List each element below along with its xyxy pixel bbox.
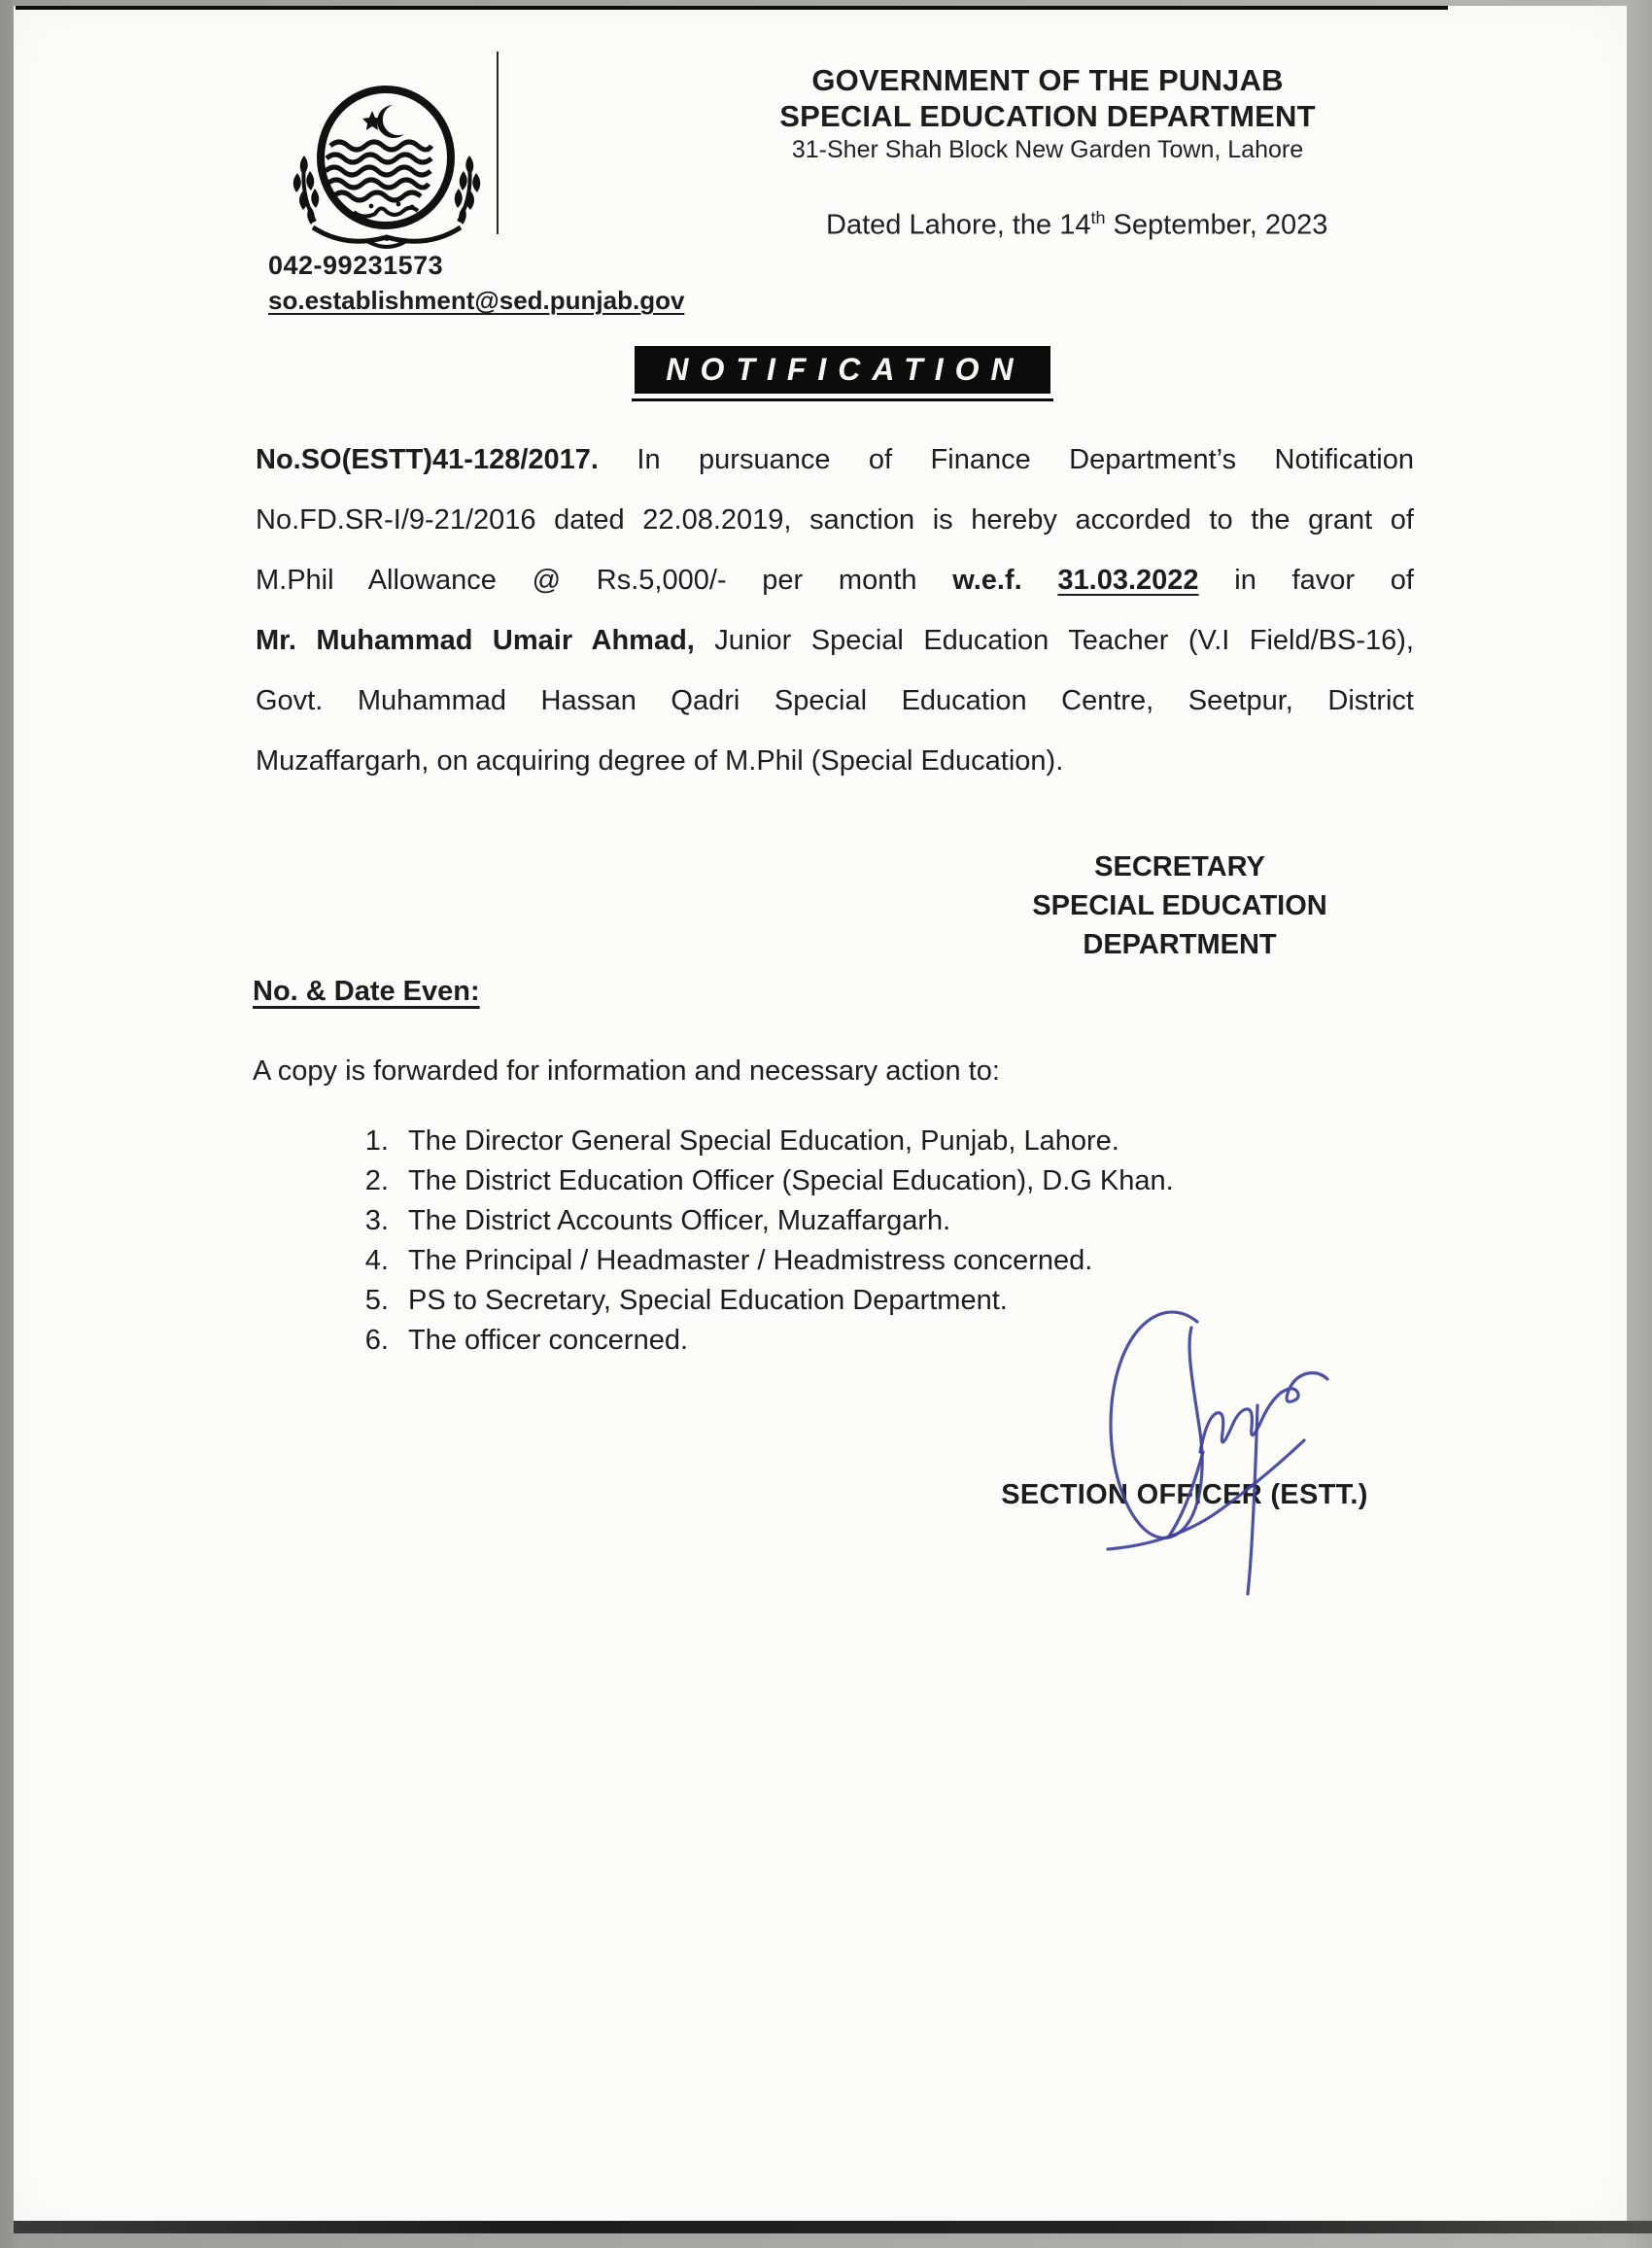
distribution-item: 4. The Principal / Headmaster / Headmistress concerned. xyxy=(396,1241,1174,1281)
org-address: 31-Sher Shah Block New Garden Town, Lahore xyxy=(791,136,1304,163)
number-and-date-label: No. & Date Even: xyxy=(253,976,480,1007)
body-line xyxy=(256,731,1414,791)
body-line xyxy=(256,490,1414,550)
body-text: Junior Special Education Teacher (V.I Field/BS-16), xyxy=(694,625,1414,656)
body-text: in favor of xyxy=(1198,565,1414,596)
distribution-item: 6. The officer concerned. xyxy=(396,1321,1174,1361)
distribution-item: 2. The District Education Officer (Special Education), D.G Khan. xyxy=(396,1161,1174,1201)
signatory-title-line2: SPECIAL EDUCATION xyxy=(1032,890,1327,921)
distribution-item: 1. The Director General Special Education, Punjab, Lahore. xyxy=(396,1122,1174,1161)
handwritten-signature-ink xyxy=(1050,1289,1341,1600)
date-ordinal-suffix: th xyxy=(1090,208,1106,227)
org-name-line1: GOVERNMENT OF THE PUNJAB xyxy=(811,63,1284,97)
date-text-rest: September, 2023 xyxy=(1105,209,1328,241)
distribution-item: 5. PS to Secretary, Special Education Department. xyxy=(396,1281,1174,1321)
effective-date: 31.03.2022 xyxy=(1057,565,1199,596)
signatory-title-line1: SECRETARY xyxy=(1094,851,1265,882)
signatory-title-line3: DEPARTMENT xyxy=(1083,929,1277,960)
distribution-item: 3. The District Accounts Officer, Muzaffargarh. xyxy=(396,1201,1174,1241)
scan-artifact-top-line xyxy=(16,6,1448,10)
notification-body xyxy=(256,430,1414,791)
section-officer-title: SECTION OFFICER (ESTT.) xyxy=(1001,1479,1368,1510)
notification-title-text: NOTIFICATION xyxy=(666,352,1025,387)
body-text: M.Phil Allowance @ Rs.5,000/- per month xyxy=(256,565,953,596)
signatory-block xyxy=(937,847,1423,964)
body-text: Muzaffargarh, on acquiring degree of M.Phil (Special Education). xyxy=(256,745,1064,777)
date-text: Dated Lahore, the 14 xyxy=(826,209,1091,241)
body-line xyxy=(256,430,1414,490)
letter-date xyxy=(826,208,1327,242)
org-name-line2: SPECIAL EDUCATION DEPARTMENT xyxy=(779,99,1316,133)
body-line xyxy=(256,550,1414,610)
forwarding-intro: A copy is forwarded for information and necessary action to: xyxy=(253,1055,1000,1087)
body-text: No.FD.SR-I/9-21/2016 dated 22.08.2019, sanction is hereby accorded to the grant of xyxy=(256,504,1414,536)
notification-title-underline xyxy=(632,398,1053,401)
contact-block xyxy=(268,251,684,316)
header-divider-line xyxy=(497,52,499,234)
body-line xyxy=(256,671,1414,731)
email-address: so.establishment@sed.punjab.gov xyxy=(268,286,685,315)
body-text: Govt. Muhammad Hassan Qadri Special Education Centre, Seetpur, District xyxy=(256,685,1414,716)
body-line xyxy=(256,610,1414,671)
wef-label: w.e.f. xyxy=(952,565,1058,596)
notification-title-banner xyxy=(635,346,1050,394)
phone-number: 042-99231573 xyxy=(268,251,444,280)
scan-artifact-bottom-edge xyxy=(14,2221,1652,2233)
paper-page xyxy=(14,6,1627,2233)
letterhead xyxy=(707,62,1388,165)
punjab-government-emblem-icon xyxy=(278,84,496,255)
body-text: In pursuance of Finance Department’s Notification xyxy=(598,444,1414,475)
officer-name: Mr. Muhammad Umair Ahmad, xyxy=(256,625,695,656)
reference-number: No.SO(ESTT)41-128/2017. xyxy=(256,444,599,475)
